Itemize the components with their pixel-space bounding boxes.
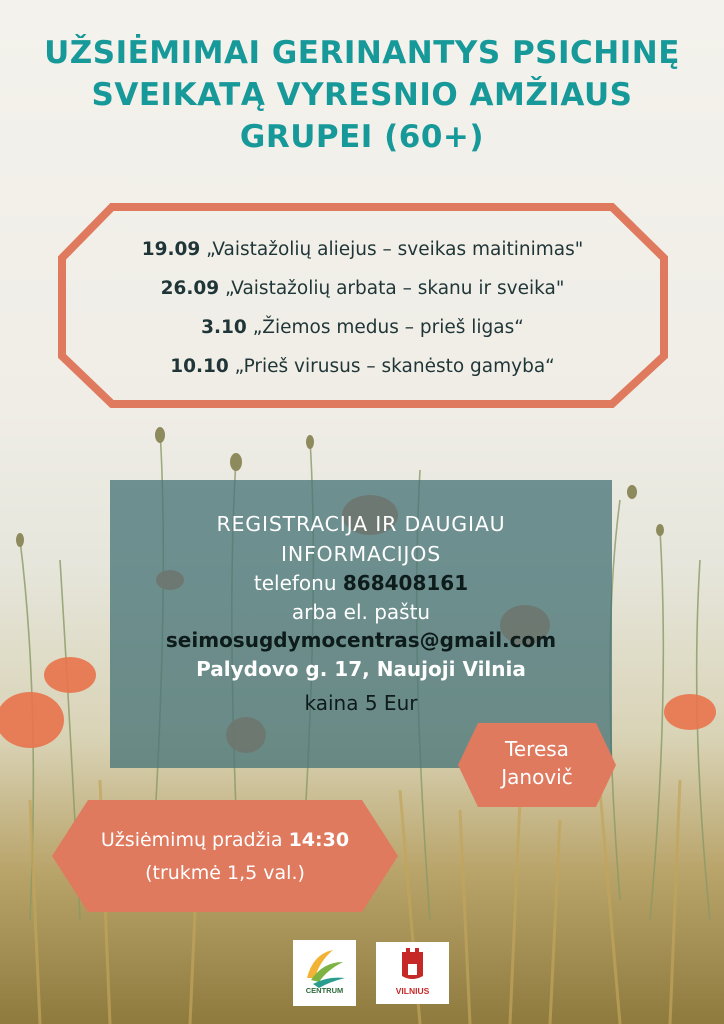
session-topic: „Vaistažolių aliejus – sveikas maitinimas"	[206, 239, 584, 260]
title-line: SVEIKATĄ VYRESNIO AMŽIAUS	[91, 77, 633, 113]
registration-info	[110, 509, 612, 718]
session-date: 19.09	[141, 239, 201, 260]
vilnius-logo-text: VILNIUS	[395, 986, 430, 996]
phone-line	[110, 569, 612, 598]
phone-label: telefonu	[253, 571, 337, 595]
instructor-badge	[458, 723, 616, 807]
phone-number[interactable]: 868408161	[342, 571, 469, 595]
price: kaina 5 Eur	[304, 691, 418, 715]
session-date: 10.10	[170, 356, 229, 377]
email-label: arba el. paštu	[291, 599, 431, 624]
duration: (trukmė 1,5 val.)	[145, 862, 305, 884]
start-label: Užsiėmimų pradžia	[100, 829, 283, 851]
address: Palydovo g. 17, Naujoji Vilnia	[196, 656, 526, 681]
centrum-logo	[293, 940, 356, 1006]
instructor-last-name: Janovič	[501, 765, 573, 789]
centrum-logo-text: CENTRUM	[305, 986, 344, 995]
email-address[interactable]: seimosugdymocentras@gmail.com	[165, 628, 557, 652]
session-topic: „Prieš virusus – skanėsto gamyba“	[234, 356, 555, 377]
vilnius-logo	[376, 942, 449, 1004]
sessions-list	[70, 230, 655, 386]
session-item	[70, 230, 655, 269]
start-time-badge	[52, 800, 398, 912]
session-date: 3.10	[201, 317, 247, 338]
session-topic: „Žiemos medus – prieš ligas“	[252, 317, 524, 338]
title-line: GRUPEI (60+)	[239, 119, 485, 155]
start-time: 14:30	[288, 829, 350, 851]
centrum-leaf-icon	[293, 940, 356, 1006]
session-topic: „Vaistažolių arbata – skanu ir sveika"	[225, 278, 565, 299]
instructor-first-name: Teresa	[505, 737, 569, 761]
session-date: 26.09	[160, 278, 220, 299]
session-item	[70, 308, 655, 347]
session-item	[70, 347, 655, 386]
session-item	[70, 269, 655, 308]
registration-heading: REGISTRACIJA IR DAUGIAU	[216, 512, 506, 536]
registration-heading: INFORMACIJOS	[280, 542, 442, 566]
title-line: UŽSIĖMIMAI GERINANTYS PSICHINĘ	[44, 35, 680, 71]
